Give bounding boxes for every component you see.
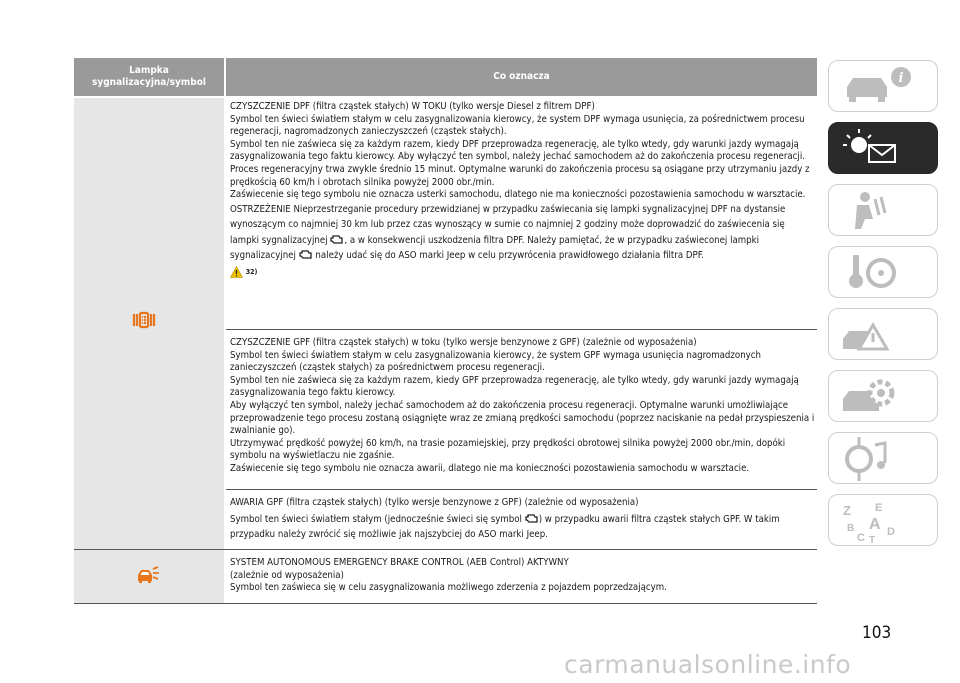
dpf-warning-part2: , a w konsekwencji uszkodzenia filtra DPF. Należy pamiętać, że w przypadku zaświeconej lampki sygnalizacyjnej: [230, 234, 760, 262]
dpf-ref-number: 32): [245, 267, 258, 276]
starting-driving-icon: [829, 247, 939, 299]
svg-text:i: i: [898, 71, 904, 86]
index-alphabet-icon: [829, 495, 939, 547]
svg-text:C: C: [857, 532, 865, 544]
table-header-meaning: [226, 58, 817, 96]
dpf-title: CZYSZCZENIE DPF (filtra cząstek stałych) W TOKU (tylko wersje Diesel z filtrem DPF): [230, 101, 595, 112]
dpf-filter-warning-icon: [131, 309, 159, 331]
warning-lights-icon: [829, 123, 939, 175]
gpf-failure-text-part2: ) w przypadku awarii filtra cząstek stałych GPF. W takim przypadku należy zwrócić się możliwie jak najszybciej do ASO marki Jeep.: [230, 513, 780, 541]
gpf-failure-title: AWARIA GPF (filtra cząstek stałych) (tylko wersje benzynowe z GPF) (zależnie od wyposażenia): [230, 497, 639, 508]
aeb-description: [230, 557, 815, 595]
page-number: 103: [862, 623, 892, 643]
header-symbol-line1: Lampka: [129, 65, 169, 76]
tab-starting-driving[interactable]: [828, 246, 938, 298]
svg-text:D: D: [887, 526, 895, 538]
gpf-cleaning-text-1: Symbol ten świeci światłem stałym w celu zasygnalizowania kierowcy, że system GPF wymaga usunięcia nagromadzonych zanieczyszczeń (cząstek stałych) za pośrednictwem procesu regeneracji.: [230, 349, 761, 374]
tab-emergency[interactable]: [828, 308, 938, 360]
dpf-description: [230, 101, 815, 280]
dpf-text-3: Zaświecenie się tego symbolu nie oznacza usterki samochodu, dlatego nie ma konieczności pozostawienia samochodu w warsztacie.: [230, 189, 806, 201]
dpf-warning-part3: należy udać się do ASO marki Jeep w celu przywrócenia prawidłowego działania filtra DPF.: [315, 250, 704, 262]
maintenance-icon: [829, 371, 939, 423]
engine-check-icon: [299, 249, 313, 260]
tab-multimedia[interactable]: [828, 432, 938, 484]
aeb-title: SYSTEM AUTONOMOUS EMERGENCY BRAKE CONTROL (AEB Control) AKTYWNY: [230, 557, 569, 568]
gpf-cleaning-text-2: Symbol ten nie zaświeca się za każdym razem, kiedy GPF przeprowadza regenerację, ale tylko wtedy, gdy warunki jazdy wymagają zasygnalizowania tego faktu kierowcy.: [230, 374, 799, 399]
gpf-cleaning-text-5: Zaświecenie się tego symbolu nie oznacza awarii, dlatego nie ma konieczności pozostawienia samochodu w warsztacie.: [230, 462, 750, 474]
svg-text:B: B: [847, 523, 855, 534]
car-info-icon: [829, 61, 939, 113]
aeb-text: Symbol ten zaświeca się w celu zasygnalizowania możliwego zderzenia z pojazdem poprzedzającym.: [230, 582, 667, 594]
caution-triangle-icon: [230, 266, 243, 278]
table-bottom-border: [74, 603, 817, 604]
dpf-ref: [230, 266, 815, 281]
svg-text:T: T: [869, 535, 876, 546]
engine-check-icon: [525, 513, 539, 524]
gpf-cleaning-description: [230, 337, 815, 476]
svg-text:E: E: [875, 502, 883, 514]
tab-car-info[interactable]: [828, 60, 938, 112]
tab-index[interactable]: [828, 494, 938, 546]
svg-text:A: A: [869, 516, 881, 533]
watermark: carmanualsonline.info: [564, 650, 852, 679]
tab-safety[interactable]: [828, 184, 938, 236]
row-divider: [226, 489, 817, 490]
dpf-warning: [230, 202, 815, 264]
dpf-warning-part1: OSTRZEŻENIE Nieprzestrzeganie procedury przewidzianej w przypadku zaświecania się lampki sygnalizacyjnej DPF na dystansie wynoszącym co najmniej 30 km lub przez czas wynoszący w sumie co najmniej 2 godziny może doprowadzić do zaświecenia się lampki sygnalizacyjnej: [230, 203, 786, 246]
tab-maintenance[interactable]: [828, 370, 938, 422]
dpf-text-1: Symbol ten świeci światłem stałym w celu zasygnalizowania kierowcy, że system DPF wymaga usunięcia, za pośrednictwem procesu regeneracji, nagromadzonych zanieczyszczeń (cząstek stałych).: [230, 113, 805, 138]
symbol-column: [74, 98, 224, 603]
gpf-cleaning-text-4: Utrzymywać prędkość powyżej 60 km/h, na trasie pozamiejskiej, przy prędkości obrotowej silnika powyżej 2000 obr./min, dopóki symbolu na wyświetlaczu nie zgaśnie.: [230, 437, 786, 462]
gpf-cleaning-title: CZYSZCZENIE GPF (filtra cząstek stałych) w toku (tylko wersje benzynowe z GPF) (zależnie od wyposażenia): [230, 337, 697, 348]
emergency-icon: [829, 309, 939, 361]
tab-warning-lights[interactable]: [828, 122, 938, 174]
aeb-car-collision-icon: [136, 565, 160, 585]
table-header-symbol: [74, 58, 224, 96]
gpf-failure-text-part1: Symbol ten świeci światłem stałym (jednocześnie świeci się symbol: [230, 513, 522, 525]
aeb-subtitle: (zależnie od wyposażenia): [230, 569, 344, 581]
multimedia-icon: [829, 433, 939, 485]
header-meaning-label: Co oznacza: [493, 71, 550, 82]
gpf-failure-description: [230, 497, 815, 543]
svg-text:Z: Z: [843, 503, 851, 518]
gpf-cleaning-text-3: Aby wyłączyć ten symbol, należy jechać samochodem aż do zakończenia procesu regeneracji. Optymalne warunki umożliwiające przeprowadzenie tego procesu zostaną osiągnięte wraz ze zmianą prędkości samochodu (poprzez naciskanie na pedał przyspieszenia i zwalnianie go).: [230, 399, 815, 437]
safety-airbag-icon: [829, 185, 939, 237]
dpf-text-2: Symbol ten nie zaświeca się za każdym razem, kiedy DPF przeprowadza regenerację, ale tylko wtedy, gdy warunki jazdy wymagają zasygnalizowania tego faktu kierowcy. Aby wyłączyć ten symbol, należy jechać samochodem aż do zakończenia procesu regeneracji. Proces regeneracyjny trwa zwykle średnio 15 minut. Optymalne warunki do zakończenia procesu są osiągane przy utrzymaniu jazdy z prędkością 60 km/h i obrotach silnika powyżej 2000 obr./min.: [230, 138, 810, 188]
row-divider: [74, 549, 817, 550]
row-divider: [226, 329, 817, 330]
header-symbol-line2: sygnalizacyjna/symbol: [92, 77, 206, 88]
engine-check-icon: [330, 234, 344, 245]
gpf-failure-text: [230, 512, 815, 543]
